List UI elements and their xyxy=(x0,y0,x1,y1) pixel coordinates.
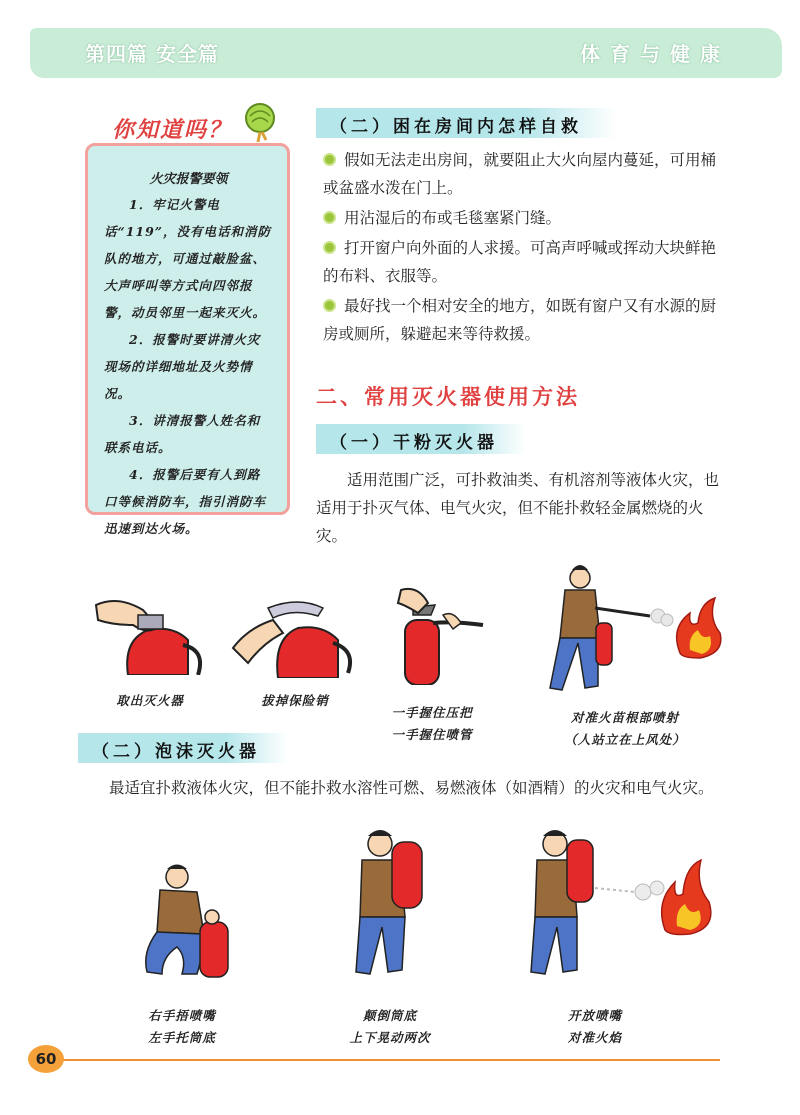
remove-extinguisher-illustration xyxy=(88,585,208,675)
know-item: 1．牢记火警电话“119”，没有电话和消防队的地方，可通过敲脸盆、大声呼叫等方式向四邻报警，动员邻里一起来灭火。 xyxy=(104,197,271,320)
book-title: 体育与健康 xyxy=(580,42,730,66)
fire-alarm-heading: 火灾报警要领 xyxy=(149,172,228,187)
pull-pin-illustration xyxy=(228,588,358,678)
hold-handle-illustration xyxy=(383,585,493,685)
caption-step-1: 取出灭火器 xyxy=(116,693,184,708)
extinguisher-section-title: 二、常用灭火器使用方法 xyxy=(316,385,580,409)
powder-subtitle: （一）干粉灭火器 xyxy=(316,424,526,454)
powder-description: 适用范围广泛，可扑救油类、有机溶剂等液体火灾，也适用于扑灭气体、电气火灾，但不能扑救轻金属燃烧的火灾。 xyxy=(316,471,720,545)
list-item: 假如无法走出房间，就要阻止大火向屋内蔓延，可用桶或盆盛水泼在门上。 xyxy=(323,151,717,197)
caption-foam-step-1: 右手捂喷嘴 左手托筒底 xyxy=(148,1008,216,1045)
page-number: 60 xyxy=(28,1045,64,1073)
section-title: 第四篇 安全篇 xyxy=(85,42,219,66)
caption-foam-step-3: 开放喷嘴 对准火焰 xyxy=(567,1008,622,1045)
list-item: 用沾湿后的布或毛毯塞紧门缝。 xyxy=(323,204,723,232)
did-you-know-title: 你知道吗？ xyxy=(112,117,233,143)
rescue-bullet-list xyxy=(323,146,723,350)
list-item: 最好找一个相对安全的地方，如既有窗户又有水源的厨房或厕所，躲避起来等待救援。 xyxy=(323,297,717,343)
lettuce-mascot-icon xyxy=(240,100,284,144)
footer-divider xyxy=(58,1059,720,1061)
know-item: 3．讲清报警人姓名和联系电话。 xyxy=(104,413,261,455)
invert-shake-illustration xyxy=(350,822,440,982)
bullet-icon xyxy=(323,299,336,312)
rescue-subtitle: （二）困在房间内怎样自救 xyxy=(316,108,616,138)
bullet-icon xyxy=(323,241,336,254)
did-you-know-box xyxy=(85,143,290,536)
caption-foam-step-2: 颠倒筒底 上下晃动两次 xyxy=(349,1008,431,1045)
know-item: 4．报警后要有人到路口等候消防车，指引消防车迅速到达火场。 xyxy=(104,467,267,536)
open-nozzle-illustration xyxy=(525,822,725,982)
bullet-icon xyxy=(323,211,336,224)
caption-step-3: 一手握住压把 一手握住喷管 xyxy=(391,705,473,742)
foam-subtitle: （二）泡沫灭火器 xyxy=(78,733,288,763)
know-item: 2．报警时要讲清火灾现场的详细地址及火势情况。 xyxy=(104,332,261,401)
cover-nozzle-illustration xyxy=(132,862,242,982)
caption-step-2: 拔掉保险销 xyxy=(261,693,329,708)
header-band xyxy=(30,28,782,78)
bullet-icon xyxy=(323,153,336,166)
foam-description: 最适宜扑救液体火灾，但不能扑救水溶性可燃、易燃液体（如酒精）的火灾和电气火灾。 xyxy=(109,779,714,797)
spray-fire-illustration xyxy=(530,558,730,698)
caption-step-4: 对准火苗根部喷射 （人站立在上风处） xyxy=(564,710,686,747)
list-item: 打开窗户向外面的人求援。可高声呼喊或挥动大块鲜艳的布料、衣服等。 xyxy=(323,239,717,285)
